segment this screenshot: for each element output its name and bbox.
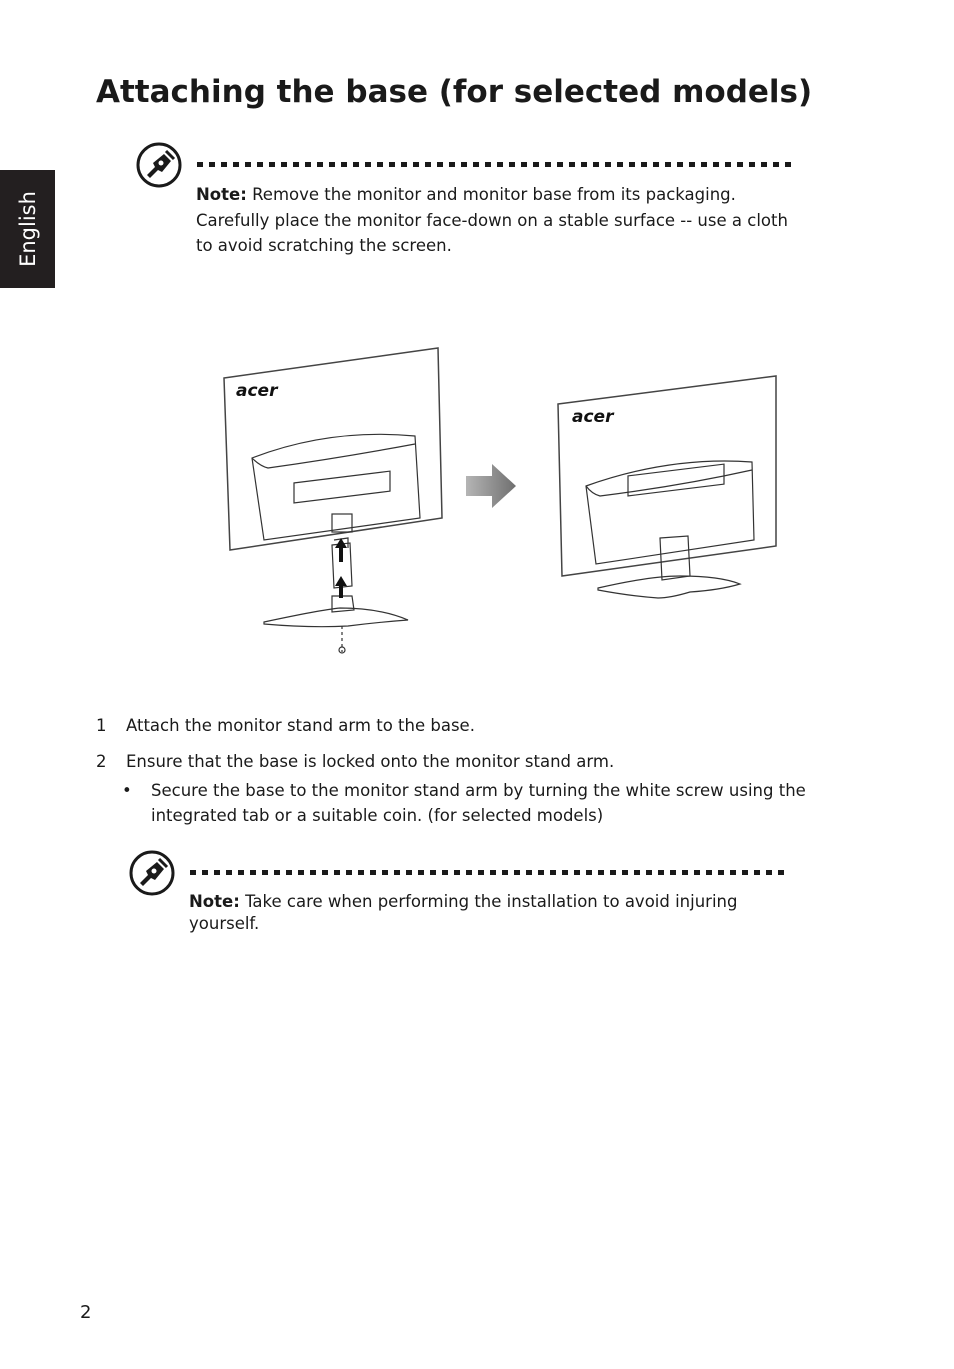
note-pen-icon <box>129 850 175 896</box>
note-box-1 <box>136 142 816 272</box>
note-box-2 <box>129 850 809 950</box>
page-title: Attaching the base (for selected models) <box>96 74 813 110</box>
right-arrow-icon <box>466 464 516 508</box>
base-attachment-illustration <box>220 340 800 660</box>
page-number: 2 <box>80 1302 92 1323</box>
note-text <box>196 182 796 259</box>
note-divider <box>197 162 797 167</box>
language-tab <box>0 170 55 288</box>
language-tab-label: English <box>15 191 40 267</box>
note-body: Take care when performing the installation to avoid injuring yourself. <box>189 892 738 933</box>
note-text <box>189 891 789 935</box>
step-number: 1 <box>96 716 107 735</box>
step-number: 2 <box>96 752 107 771</box>
brand-logo-right: acer <box>572 407 614 427</box>
brand-logo-left: acer <box>236 381 278 401</box>
note-pen-icon <box>136 142 182 188</box>
bullet-symbol: • <box>122 781 132 800</box>
bullet-text: Secure the base to the monitor stand arm by turning the white screw using the integrated tab or a suitable coin. (for selected models) <box>151 781 806 825</box>
note-label: Note: <box>189 892 240 911</box>
step-text: Attach the monitor stand arm to the base. <box>126 716 475 735</box>
note-label: Note: <box>196 185 247 204</box>
step-text: Ensure that the base is locked onto the monitor stand arm. <box>126 752 615 771</box>
note-body: Remove the monitor and monitor base from its packaging. Carefully place the monitor face-down on a stable surface -- use a cloth to avoid scratching the screen. <box>196 185 788 255</box>
note-divider <box>190 870 790 875</box>
